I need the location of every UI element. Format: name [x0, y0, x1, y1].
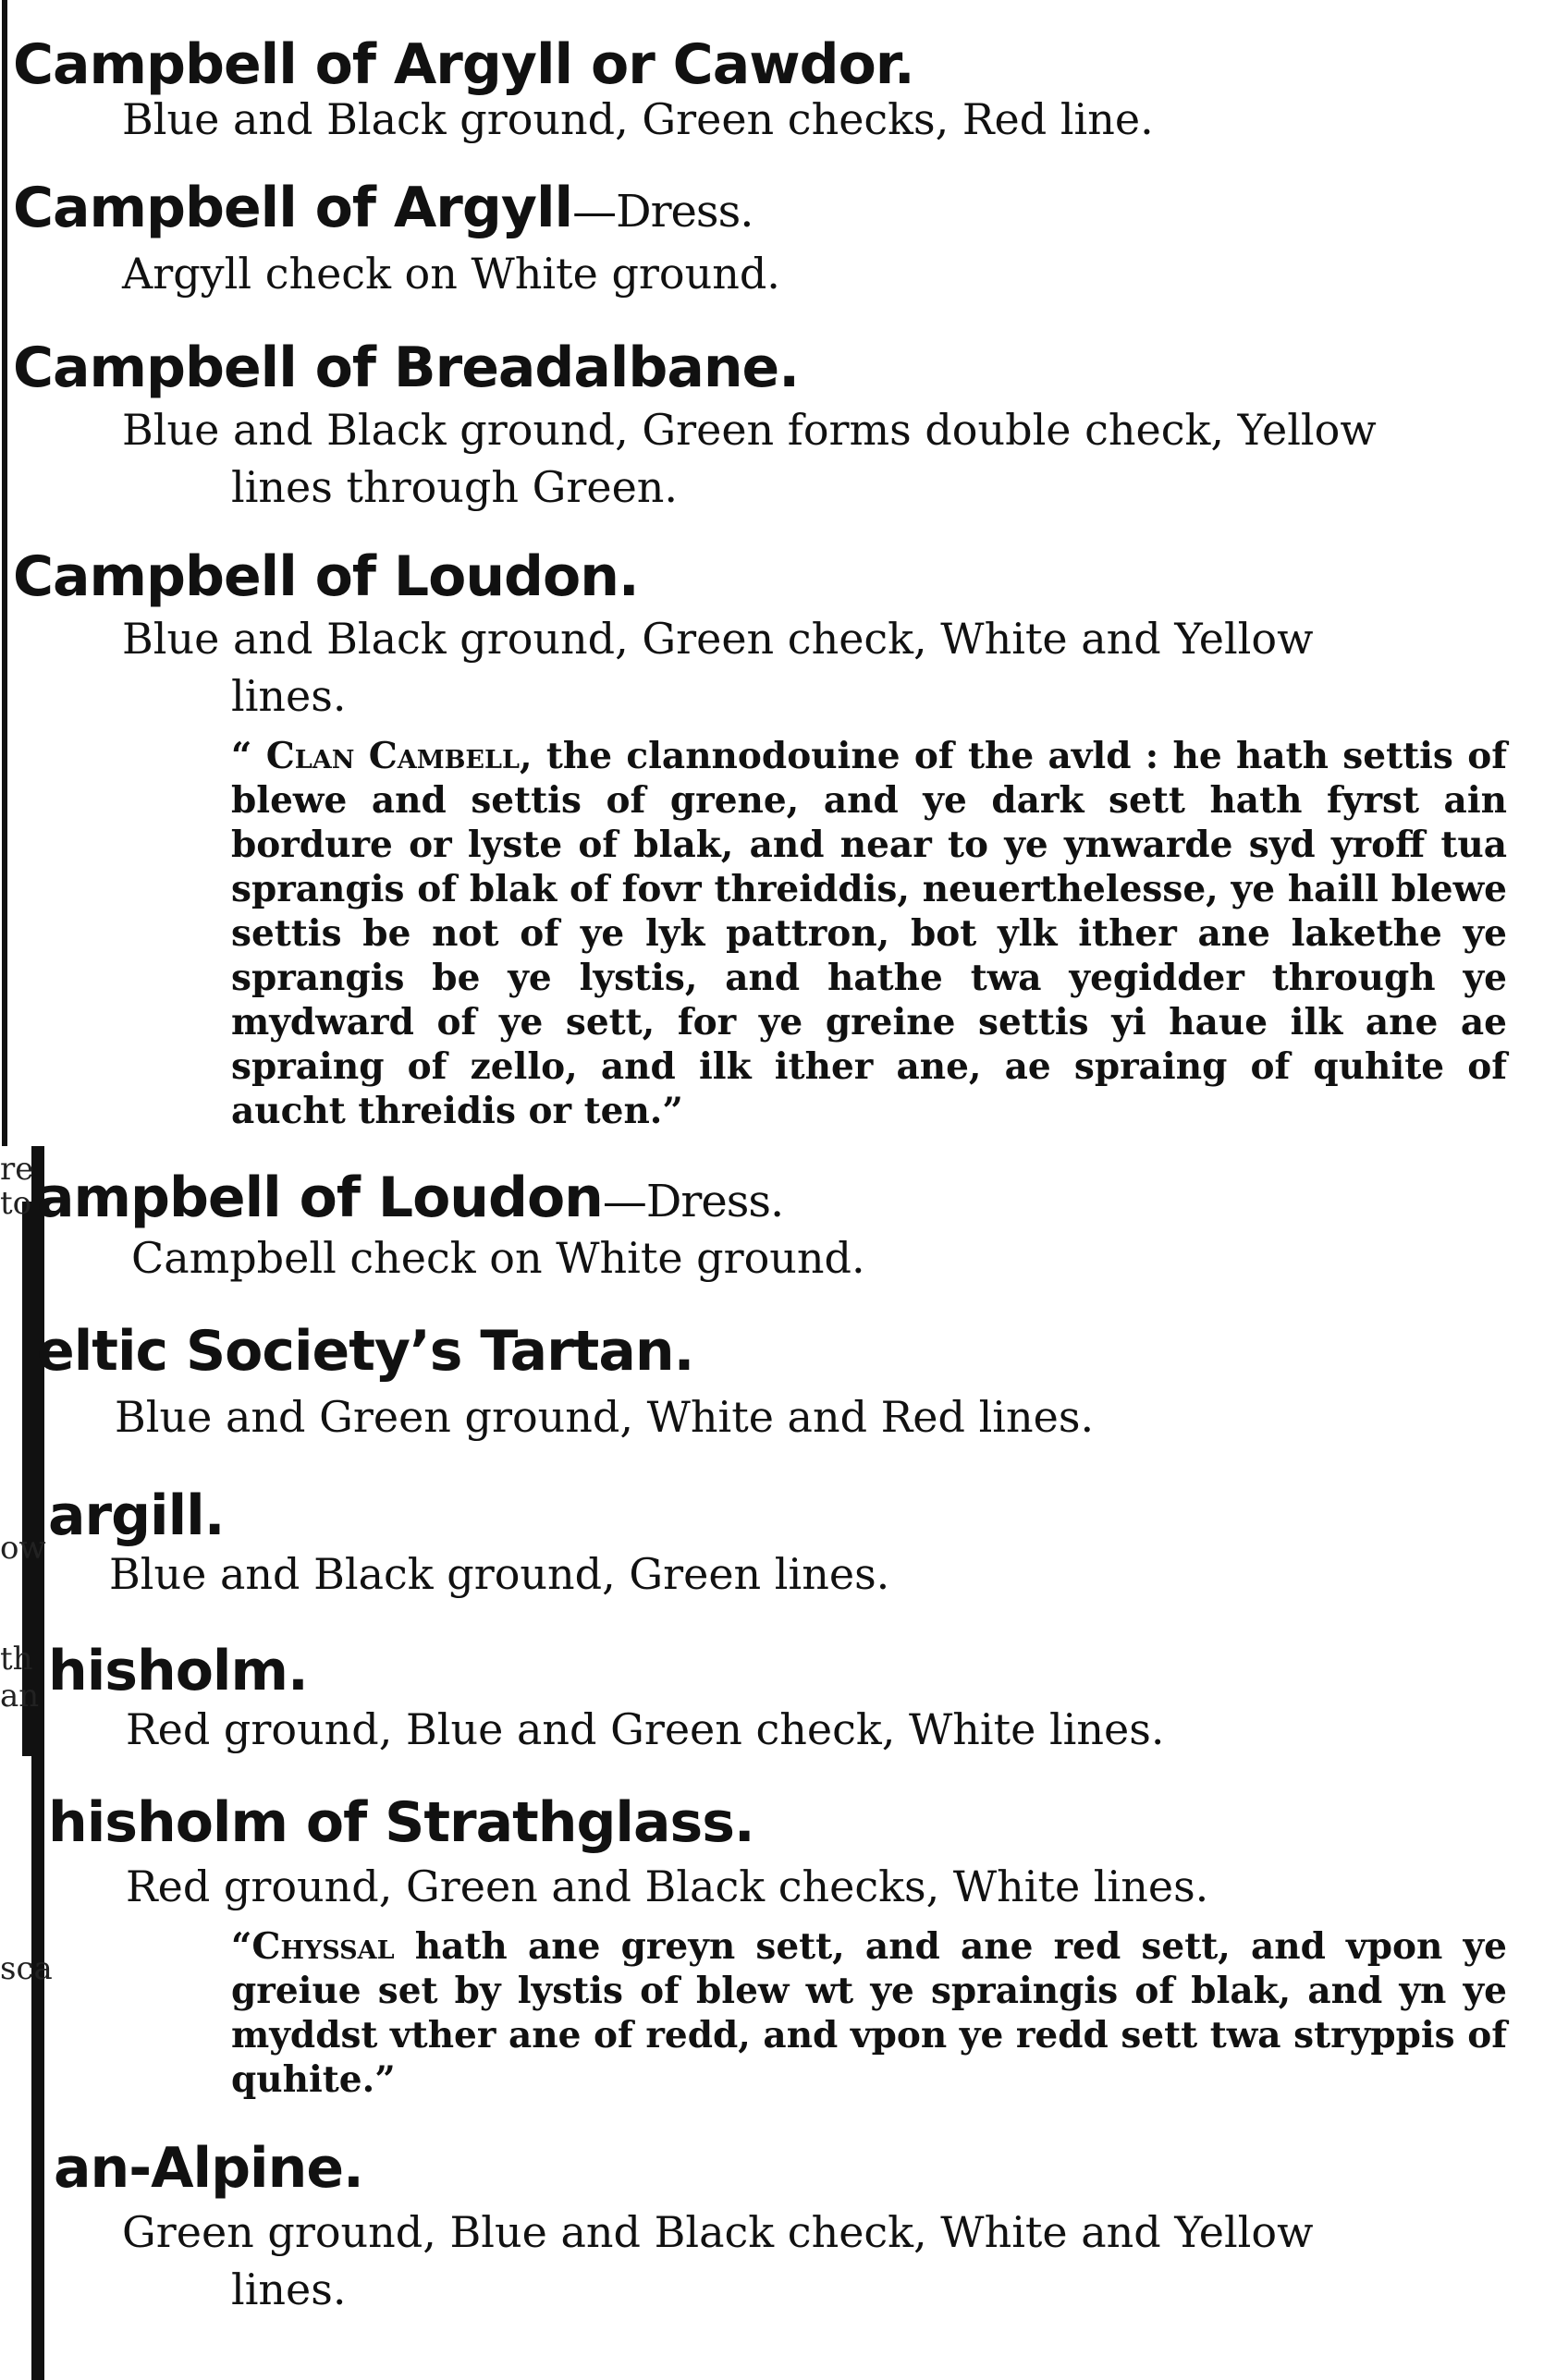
entry-heading	[54, 2136, 363, 2201]
page-edge-rule	[2, 0, 7, 1146]
clan-name: Campbell of Breadalbane.	[13, 336, 800, 400]
clan-name: Campbell of Argyll or Cawdor.	[13, 32, 914, 97]
entry-heading	[13, 176, 753, 240]
quote-text: the clannodouine of the avld : he hath settis of blewe and settis of grene, and ye dark sett hath fyrst ain bordure or lyste of blak, and near to ye ynwarde syd yroff tua sprangis of blak of fovr threiddis, neuerthelesse, ye haill blewe settis be not of ye lyk pattron, bot ylk ither ane lakethe ye sprangis be ye lystis, and hathe twa yegidder through ye mydward of ye sett, for ye greine settis yi haue ilk ane ae spraing of zello, and ilk ither ane, ae spraing of quhite of aucht threidis or ten.”	[231, 735, 1507, 1132]
clan-name: eltic Society’s Tartan.	[37, 1319, 694, 1384]
entry-heading	[48, 1483, 225, 1548]
entry-heading	[13, 544, 639, 609]
quote-text: hath ane greyn sett, and ane red sett, and vpon ye greiue set by lystis of blew wt ye spraingis of blak, and yn ye myddst vther ane of redd, and vpon ye redd sett twa stryppis of quhite.”	[231, 1925, 1507, 2101]
heading-suffix: —Dress.	[602, 1176, 784, 1227]
clan-name: argill.	[48, 1483, 225, 1548]
entry-description	[131, 1229, 865, 1287]
description-line: Campbell check on White ground.	[131, 1233, 865, 1283]
entry-description	[122, 2203, 1313, 2318]
clan-name: an-Alpine.	[54, 2136, 363, 2201]
entry-description	[126, 1858, 1208, 1915]
margin-fragment: re	[0, 1151, 34, 1188]
description-line: Blue and Black ground, Green forms double check, Yellow	[122, 405, 1377, 455]
description-line: Blue and Black ground, Green checks, Red line.	[122, 94, 1154, 144]
entry-heading	[48, 1639, 308, 1703]
quote-lead: “ Clan Cambell,	[231, 735, 533, 777]
entry-heading	[48, 1790, 754, 1855]
description-line: Red ground, Blue and Green check, White lines.	[126, 1704, 1165, 1754]
entry-heading	[37, 1166, 784, 1230]
description-line: Blue and Green ground, White and Red lines.	[115, 1392, 1095, 1442]
historical-quote	[231, 734, 1507, 1133]
description-line: lines.	[231, 671, 347, 721]
clan-name: hisholm of Strathglass.	[48, 1790, 754, 1855]
margin-fragment: th	[0, 1641, 33, 1678]
clan-name: hisholm.	[48, 1639, 308, 1703]
entry-description	[109, 1545, 889, 1603]
description-line: lines.	[231, 2264, 347, 2314]
entry-heading	[37, 1319, 694, 1384]
description-line: Blue and Black ground, Green lines.	[109, 1549, 890, 1599]
clan-name: Campbell of Loudon.	[13, 544, 639, 609]
entry-description	[122, 610, 1313, 725]
clan-name: Campbell of Argyll	[13, 176, 573, 240]
margin-fragment: an	[0, 1678, 40, 1715]
description-line: Argyll check on White ground.	[122, 249, 780, 299]
historical-quote	[231, 1924, 1507, 2102]
description-line: Red ground, Green and Black checks, White lines.	[126, 1861, 1209, 1911]
description-line: lines through Green.	[231, 462, 679, 512]
margin-fragment: ow	[0, 1530, 46, 1567]
margin-fragment: sca	[0, 1950, 53, 1987]
description-line: Green ground, Blue and Black check, White and Yellow	[122, 2207, 1314, 2257]
entry-description	[122, 91, 1154, 148]
entry-description	[126, 1701, 1164, 1758]
heading-suffix: —Dress.	[572, 186, 753, 238]
margin-fragment: to	[0, 1185, 32, 1222]
entry-description	[122, 245, 780, 302]
entry-heading	[13, 336, 800, 400]
quote-lead: “Chyssal	[231, 1925, 395, 1968]
clan-name: ampbell of Loudon	[37, 1166, 603, 1230]
entry-description	[122, 401, 1377, 516]
description-line: Blue and Black ground, Green check, White and Yellow	[122, 614, 1314, 664]
entry-heading	[13, 32, 914, 97]
entry-description	[115, 1388, 1094, 1446]
